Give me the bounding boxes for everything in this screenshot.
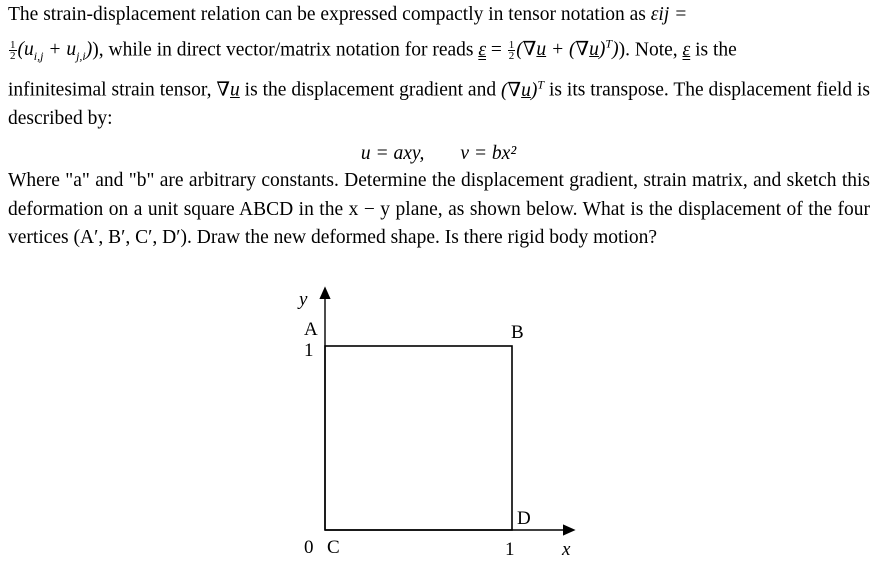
vertex-d-label: D <box>517 508 531 529</box>
vertex-b-label: B <box>511 322 524 343</box>
v-equation: v = bx² <box>460 143 517 164</box>
unit-square <box>325 346 512 530</box>
half-fraction-2: $\frac{1}{2}$ <box>508 39 515 63</box>
grad-u-transpose: $(\nabla u)^T$ <box>501 77 545 101</box>
x-axis-label: x <box>562 539 571 560</box>
problem-paragraph-1: The strain-displacement relation can be expressed compactly in tensor notation as εij = $\frac{1}{2}$ $(u_{i,j} + u_{j,i})$), while in direct vector/matrix notation for reads ε = $\frac{1}{2}$ $(\nabla u + (\nabla u)^T)$). Note, ε is the infinitesimal strain tensor, ∇u is the displacement gradient and $(\nabla u)^T$ is its transpose. The displacement field is described by: <box>8 4 870 130</box>
half-fraction: $\frac{1}{2}$ <box>10 39 16 63</box>
direct-notation-text: ), while in direct vector/matrix notation for reads <box>92 39 479 60</box>
x-tick-label: 1 <box>505 539 515 560</box>
vertex-c-label: C <box>327 537 340 558</box>
y-axis-label: y <box>299 289 308 310</box>
tensor-strain-symbol: εij = <box>650 4 688 25</box>
gradient-expression: $(\nabla u + (\nabla u)^T)$ <box>516 36 619 60</box>
grad-u-symbol: ∇u <box>216 79 240 101</box>
line3-text: infinitesimal strain tensor, <box>8 79 217 101</box>
intro-text: The strain-displacement relation can be expressed compactly in tensor notation as <box>8 4 651 25</box>
u-equation: u = axy, <box>360 143 425 164</box>
problem-paragraph-2: Where "a" and "b" are arbitrary constants. Determine the displacement gradient, strain matrix, and sketch this deformation on a unit square ABCD in the x − y plane, as shown below. What is the displacement of the four vertices (A′, B′, C′, D′). Draw the new deformed shape. Is there rigid body motion? <box>8 170 870 248</box>
tensor-expression: $(u_{i,j} + u_{j,i})$ <box>17 39 93 63</box>
strain-tensor-symbol: ε <box>478 39 487 60</box>
infinitesimal-text: is the <box>690 39 737 60</box>
line3b-text: is the displacement gradient and <box>239 79 502 101</box>
y-tick-label: 1 <box>304 340 314 361</box>
vertex-a-label: A <box>304 319 318 340</box>
line3c-text: is its transpose. The displacement field is described by: <box>8 79 870 130</box>
strain-tensor-note-symbol: ε <box>682 39 691 60</box>
origin-label: 0 <box>304 537 314 558</box>
